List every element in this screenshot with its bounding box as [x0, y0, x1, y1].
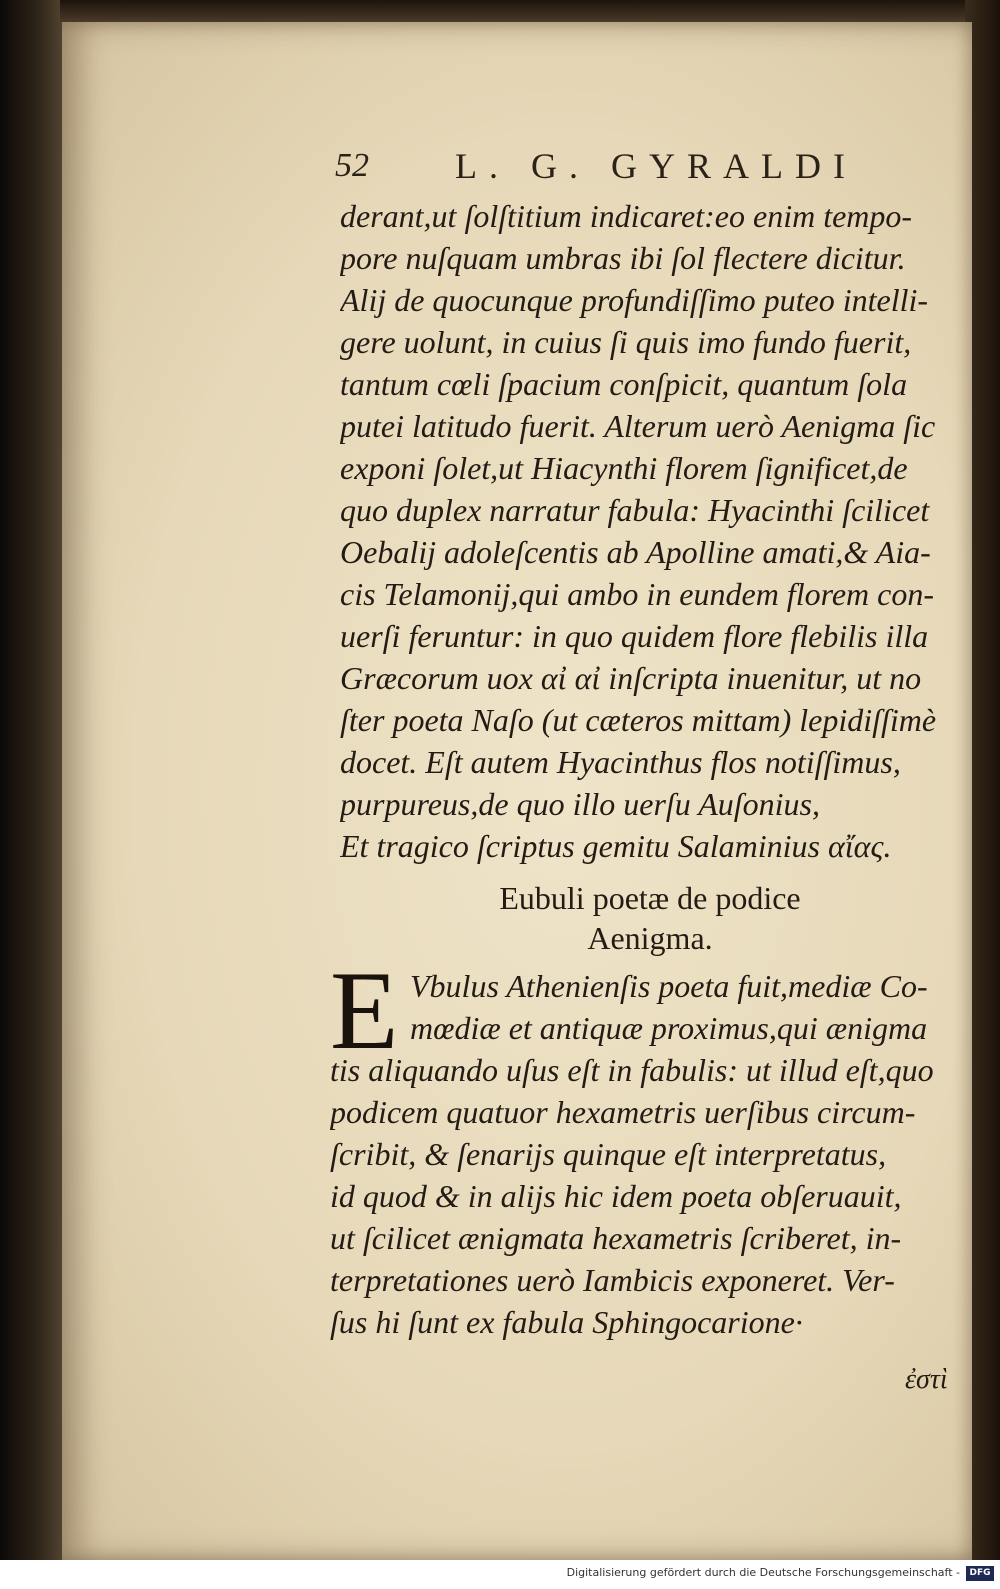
section-heading-line1: Eubuli poetæ de podice [499, 880, 801, 916]
catchword: ἐστὶ [905, 1364, 948, 1395]
text-line: uerſi feruntur: in quo quidem flore flebilis illa [340, 618, 929, 654]
footer-bar [0, 1560, 1000, 1589]
body-text [340, 195, 965, 867]
running-head: L. G. GYRALDI [455, 146, 857, 186]
text-line: derant,ut ſolſtitium indicaret:eo enim tempo- [340, 198, 913, 234]
text-line: Alij de quocunque profundiſſimo puteo intelli- [340, 282, 929, 318]
text-line: cis Telamonij,qui ambo in eundem florem con- [340, 576, 935, 612]
text-line: ſus hi ſunt ex fabula Sphingocarione· [330, 1304, 803, 1340]
drop-cap: E [330, 949, 399, 1073]
text-line: ut ſcilicet ænigmata hexametris ſcriberet, in- [330, 1220, 902, 1256]
text-line: ſter poeta Naſo (ut cæteros mittam) lepidiſſimè [340, 702, 937, 738]
text-line: putei latitudo fuerit. Alterum uerò Aenigma ſic [340, 408, 936, 444]
book-spine [0, 0, 68, 1560]
text-line: Oebalij adoleſcentis ab Apolline amati,& Aia- [340, 534, 931, 570]
section-body [330, 949, 965, 1343]
text-line: Vbulus Athenienſis poeta fuit,mediæ Co- [410, 968, 928, 1004]
page-header [335, 147, 935, 191]
dfg-logo[interactable]: DFG [966, 1566, 994, 1581]
text-line: quo duplex narratur fabula: Hyacinthi ſcilicet [340, 492, 930, 528]
text-line: Græcorum uox αἰ αἰ inſcripta inuenitur, ut no [340, 660, 922, 696]
text-line: exponi ſolet,ut Hiacynthi florem ſignificet,de [340, 450, 908, 486]
text-line: pore nuſquam umbras ibi ſol flectere dicitur. [340, 240, 906, 276]
text-line: id quod & in alijs hic idem poeta obſeruauit, [330, 1178, 902, 1214]
footer-credit: Digitalisierung gefördert durch die Deutsche Forschungsgemeinschaft - [566, 1566, 960, 1579]
text-line: gere uolunt, in cuius ſi quis imo fundo fuerit, [340, 324, 912, 360]
text-line: purpureus,de quo illo uerſu Auſonius, [340, 786, 820, 822]
text-line: podicem quatuor hexametris uerſibus circum- [330, 1094, 916, 1130]
text-line: docet. Eſt autem Hyacinthus flos notiſſimus, [340, 744, 901, 780]
text-line: tis aliquando uſus eſt in fabulis: ut illud eſt,quo [330, 1052, 934, 1088]
text-line: tantum cœli ſpacium conſpicit, quantum ſola [340, 366, 908, 402]
text-line: ſcribit, & ſenarijs quinque eſt interpretatus, [330, 1136, 887, 1172]
text-line: Et tragico ſcriptus gemitu Salaminius αἴας. [340, 828, 892, 864]
text-line: mœdiæ et antiquæ proximus,qui ænigma [410, 1010, 928, 1046]
page-number: 52 [335, 147, 369, 184]
text-line: terpretationes uerò Iambicis exponeret. Ver- [330, 1262, 895, 1298]
section-heading-line2: Aenigma. [587, 920, 713, 956]
book-top-edge [60, 0, 980, 22]
